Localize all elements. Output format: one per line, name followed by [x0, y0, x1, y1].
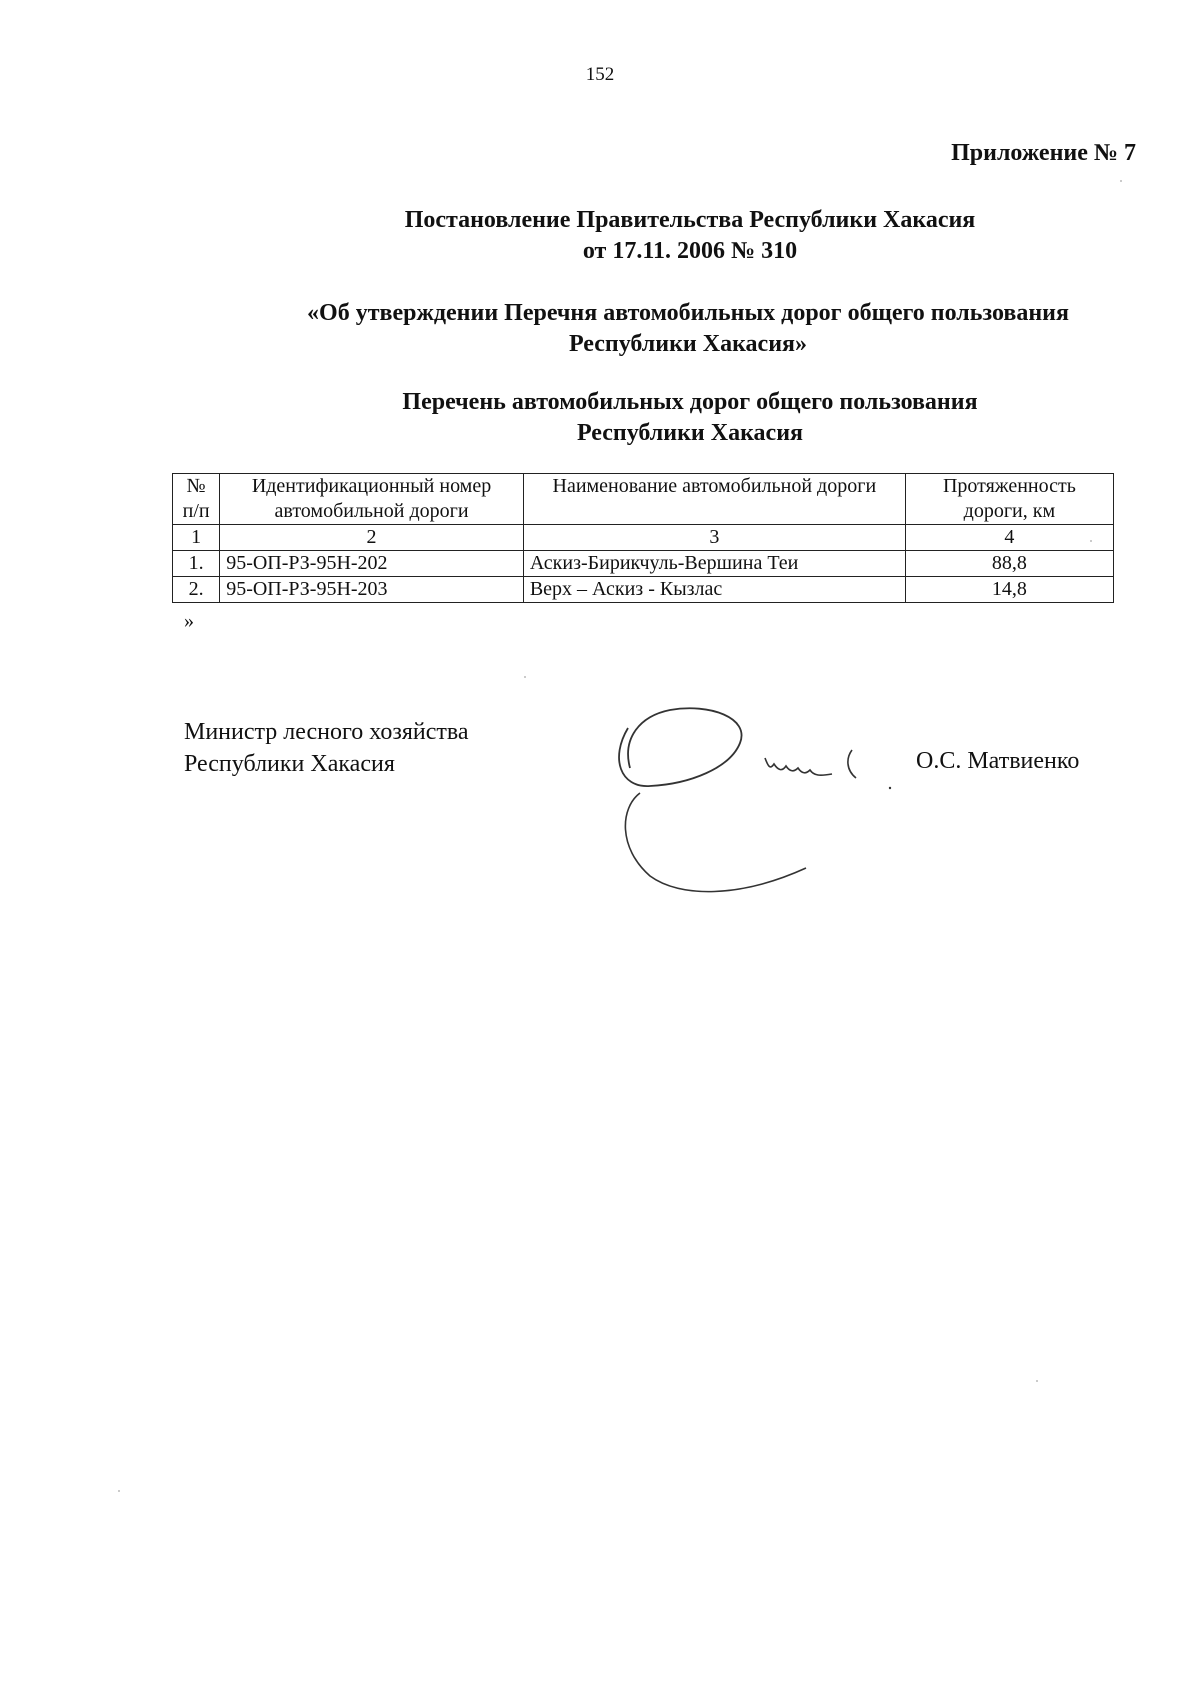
list-heading-line-2: Республики Хакасия [576, 420, 804, 446]
signer-title [184, 716, 469, 780]
list-heading [345, 387, 1035, 449]
road-length: 88,8 [905, 551, 1113, 577]
column-number-row [173, 525, 1114, 551]
signer-name: О.С. Матвиенко [916, 748, 1080, 774]
decree-line-2: от 17.11. 2006 № 310 [582, 238, 798, 264]
scan-speck [1036, 1380, 1038, 1382]
scan-speck [524, 676, 526, 678]
column-number: 4 [905, 525, 1113, 551]
table-header-row [173, 474, 1114, 525]
list-heading-line-1: Перечень автомобильных дорог общего пользования [402, 389, 978, 415]
table-row [173, 577, 1114, 603]
row-number: 2. [173, 577, 220, 603]
header-number: № п/п [173, 474, 220, 525]
row-number: 1. [173, 551, 220, 577]
road-identifier: 95-ОП-РЗ-95Н-203 [220, 577, 524, 603]
signer-title-line-2: Республики Хакасия [184, 751, 395, 777]
road-identifier: 95-ОП-РЗ-95Н-202 [220, 551, 524, 577]
decree-heading [345, 205, 1035, 267]
road-length: 14,8 [905, 577, 1113, 603]
handwritten-signature [610, 698, 910, 918]
header-identifier: Идентификационный номер автомобильной дороги [220, 474, 524, 525]
header-length: Протяженность дороги, км [905, 474, 1113, 525]
column-number: 3 [523, 525, 905, 551]
page-number: 152 [585, 64, 615, 85]
scan-speck [118, 1490, 120, 1492]
closing-quote: » [184, 610, 194, 632]
scan-speck [1120, 180, 1122, 182]
road-name: Аскиз-Бирикчуль-Вершина Теи [523, 551, 905, 577]
appendix-label: Приложение № 7 [951, 140, 1136, 166]
decree-title-line-1: «Об утверждении Перечня автомобильных дорог общего пользования [307, 300, 1069, 326]
scan-speck [1090, 540, 1092, 542]
column-number: 2 [220, 525, 524, 551]
road-name: Верх – Аскиз - Кызлас [523, 577, 905, 603]
header-road-name: Наименование автомобильной дороги [523, 474, 905, 525]
roads-table [172, 473, 1114, 603]
decree-title [254, 298, 1122, 360]
signer-title-line-1: Министр лесного хозяйства [184, 719, 469, 745]
column-number: 1 [173, 525, 220, 551]
decree-title-line-2: Республики Хакасия» [568, 331, 808, 357]
decree-line-1: Постановление Правительства Республики Хакасия [404, 207, 976, 233]
table-row [173, 551, 1114, 577]
